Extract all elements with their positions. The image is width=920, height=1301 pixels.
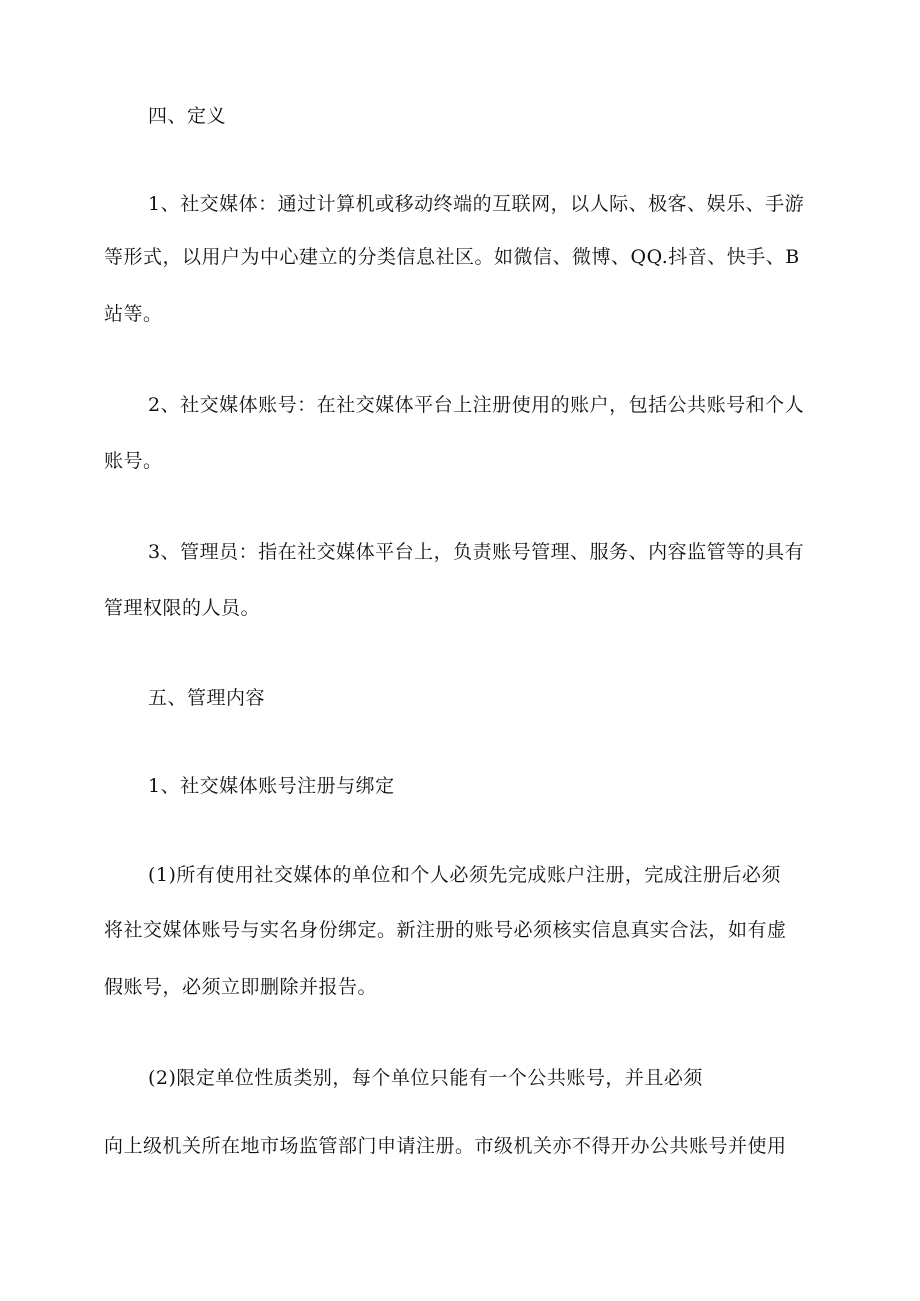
section-heading-definitions: 四、定义 — [148, 105, 227, 127]
definition-2-line-1: 2、社交媒体账号：在社交媒体平台上注册使用的账户，包括公共账号和个人 — [148, 394, 805, 416]
clause-1-line-2: 将社交媒体账号与实名身份绑定。新注册的账号必须核实信息真实合法，如有虚 — [104, 919, 787, 941]
section-heading-management: 五、管理内容 — [148, 687, 266, 709]
clause-1-line-3: 假账号，必须立即删除并报告。 — [104, 976, 378, 998]
clause-1-line-1: (1)所有使用社交媒体的单位和个人必须先完成账户注册，完成注册后必须 — [148, 864, 781, 886]
definition-1-line-1: 1、社交媒体：通过计算机或移动终端的互联网，以人际、极客、娱乐、手游 — [148, 193, 805, 215]
definition-1-line-2: 等形式，以用户为中心建立的分类信息社区。如微信、微博、QQ.抖音、快手、B — [104, 246, 800, 268]
definition-3-line-1: 3、管理员：指在社交媒体平台上，负责账号管理、服务、内容监管等的具有 — [148, 541, 805, 563]
definition-3-line-2: 管理权限的人员。 — [104, 597, 261, 619]
definition-2-line-2: 账号。 — [104, 450, 163, 472]
subsection-heading-registration: 1、社交媒体账号注册与绑定 — [148, 775, 395, 797]
definition-1-line-3: 站等。 — [104, 303, 163, 325]
clause-2-line-1: (2)限定单位性质类别，每个单位只能有一个公共账号，并且必须 — [148, 1067, 703, 1089]
clause-2-line-2: 向上级机关所在地市场监管部门申请注册。市级机关亦不得开办公共账号并使用 — [104, 1135, 787, 1157]
